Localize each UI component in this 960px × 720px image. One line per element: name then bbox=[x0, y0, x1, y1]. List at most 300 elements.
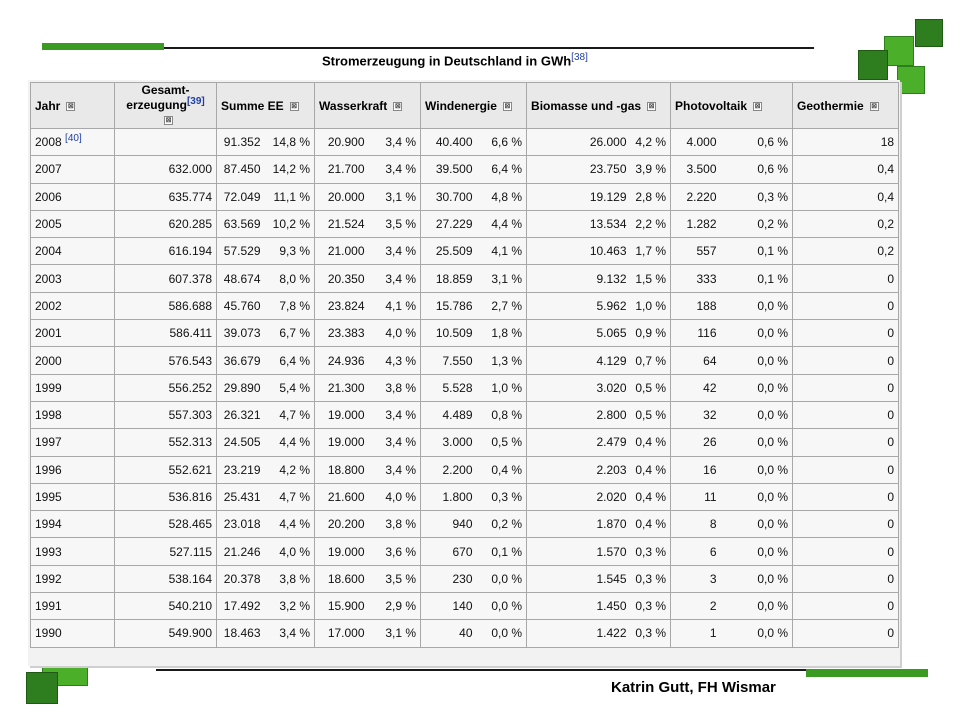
cell-wasserkraft-pct: 3,4 % bbox=[369, 401, 421, 428]
table-header-row bbox=[31, 83, 899, 129]
cell-windenergie: 4.489 bbox=[421, 401, 477, 428]
table-row bbox=[31, 320, 899, 347]
cell-photovoltaik: 4.000 bbox=[671, 129, 721, 156]
top-green-bar bbox=[42, 43, 164, 50]
cell-wasserkraft-pct: 3,1 % bbox=[369, 620, 421, 647]
cell-biomasse-pct: 1,5 % bbox=[631, 265, 671, 292]
cell-wasserkraft-pct: 3,4 % bbox=[369, 456, 421, 483]
cell-photovoltaik-pct: 0,0 % bbox=[721, 292, 793, 319]
cell-photovoltaik-pct: 0,1 % bbox=[721, 265, 793, 292]
cell-biomasse: 19.129 bbox=[527, 183, 631, 210]
cell-windenergie: 40.400 bbox=[421, 129, 477, 156]
cell-photovoltaik: 26 bbox=[671, 429, 721, 456]
cell-windenergie: 18.859 bbox=[421, 265, 477, 292]
column-header-windenergie[interactable]: Windenergie ⊠ bbox=[421, 83, 527, 129]
cell-windenergie: 1.800 bbox=[421, 483, 477, 510]
cell-jahr: 2002 bbox=[31, 292, 115, 319]
cell-jahr: 1992 bbox=[31, 565, 115, 592]
bottom-rule bbox=[156, 669, 806, 671]
cell-wasserkraft: 20.200 bbox=[315, 511, 369, 538]
cell-windenergie-pct: 0,8 % bbox=[477, 401, 527, 428]
cell-windenergie-pct: 0,1 % bbox=[477, 538, 527, 565]
cell-gesamterzeugung: 556.252 bbox=[115, 374, 217, 401]
cell-summe-ee: 23.219 bbox=[217, 456, 265, 483]
table-container bbox=[28, 80, 900, 666]
cell-gesamterzeugung: 620.285 bbox=[115, 210, 217, 237]
cell-biomasse-pct: 0,3 % bbox=[631, 593, 671, 620]
cell-photovoltaik-pct: 0,0 % bbox=[721, 429, 793, 456]
table-row bbox=[31, 265, 899, 292]
cell-biomasse-pct: 0,4 % bbox=[631, 483, 671, 510]
table-row bbox=[31, 565, 899, 592]
cell-gesamterzeugung: 616.194 bbox=[115, 238, 217, 265]
cell-jahr: 1993 bbox=[31, 538, 115, 565]
cell-windenergie-pct: 0,0 % bbox=[477, 593, 527, 620]
corner-square bbox=[897, 66, 925, 94]
cell-gesamterzeugung: 557.303 bbox=[115, 401, 217, 428]
cell-windenergie: 40 bbox=[421, 620, 477, 647]
cell-windenergie-pct: 4,4 % bbox=[477, 210, 527, 237]
cell-photovoltaik: 3 bbox=[671, 565, 721, 592]
table-row bbox=[31, 238, 899, 265]
table-title bbox=[322, 52, 588, 68]
table-row bbox=[31, 210, 899, 237]
column-header-gesamterzeugung[interactable]: Gesamt- erzeugung[39]⊠ bbox=[115, 83, 217, 129]
corner-square bbox=[26, 672, 58, 704]
cell-wasserkraft: 21.000 bbox=[315, 238, 369, 265]
table-row bbox=[31, 511, 899, 538]
table-row bbox=[31, 347, 899, 374]
cell-gesamterzeugung: 538.164 bbox=[115, 565, 217, 592]
cell-gesamterzeugung: 635.774 bbox=[115, 183, 217, 210]
cell-photovoltaik-pct: 0,0 % bbox=[721, 320, 793, 347]
cell-gesamterzeugung: 632.000 bbox=[115, 156, 217, 183]
cell-geothermie: 0 bbox=[793, 265, 899, 292]
cell-windenergie-pct: 0,5 % bbox=[477, 429, 527, 456]
corner-square bbox=[884, 36, 914, 66]
cell-jahr: 2008 [40] bbox=[31, 129, 115, 156]
cell-geothermie: 0 bbox=[793, 511, 899, 538]
cell-windenergie: 30.700 bbox=[421, 183, 477, 210]
sort-icon[interactable]: ⊠ bbox=[67, 102, 74, 110]
cell-summe-ee: 20.378 bbox=[217, 565, 265, 592]
cell-biomasse-pct: 3,9 % bbox=[631, 156, 671, 183]
cell-summe-ee-pct: 4,2 % bbox=[265, 456, 315, 483]
cell-gesamterzeugung: 607.378 bbox=[115, 265, 217, 292]
cell-biomasse-pct: 0,3 % bbox=[631, 565, 671, 592]
cell-summe-ee-pct: 10,2 % bbox=[265, 210, 315, 237]
cell-summe-ee-pct: 7,8 % bbox=[265, 292, 315, 319]
cell-wasserkraft-pct: 3,4 % bbox=[369, 129, 421, 156]
cell-gesamterzeugung: 586.411 bbox=[115, 320, 217, 347]
table-row bbox=[31, 538, 899, 565]
column-reference-link[interactable]: [39] bbox=[186, 96, 205, 107]
cell-summe-ee: 23.018 bbox=[217, 511, 265, 538]
cell-wasserkraft: 20.000 bbox=[315, 183, 369, 210]
cell-wasserkraft-pct: 4,0 % bbox=[369, 483, 421, 510]
sort-icon[interactable]: ⊠ bbox=[504, 102, 511, 110]
cell-summe-ee-pct: 4,4 % bbox=[265, 511, 315, 538]
top-rule bbox=[164, 47, 814, 49]
cell-photovoltaik: 2.220 bbox=[671, 183, 721, 210]
cell-biomasse: 5.962 bbox=[527, 292, 631, 319]
cell-summe-ee: 63.569 bbox=[217, 210, 265, 237]
cell-jahr: 1998 bbox=[31, 401, 115, 428]
cell-wasserkraft: 19.000 bbox=[315, 401, 369, 428]
cell-jahr: 1990 bbox=[31, 620, 115, 647]
cell-geothermie: 0 bbox=[793, 593, 899, 620]
cell-geothermie: 0 bbox=[793, 292, 899, 319]
cell-biomasse: 1.570 bbox=[527, 538, 631, 565]
cell-wasserkraft-pct: 3,8 % bbox=[369, 374, 421, 401]
cell-biomasse: 1.545 bbox=[527, 565, 631, 592]
cell-summe-ee: 24.505 bbox=[217, 429, 265, 456]
sort-icon[interactable]: ⊠ bbox=[291, 102, 298, 110]
table-title-text: Stromerzeugung in Deutschland in GWh bbox=[322, 53, 572, 69]
cell-jahr: 1995 bbox=[31, 483, 115, 510]
cell-biomasse-pct: 0,7 % bbox=[631, 347, 671, 374]
sort-icon[interactable]: ⊠ bbox=[165, 117, 172, 125]
cell-gesamterzeugung: 552.313 bbox=[115, 429, 217, 456]
cell-geothermie: 0 bbox=[793, 620, 899, 647]
cell-wasserkraft-pct: 3,4 % bbox=[369, 429, 421, 456]
cell-windenergie: 2.200 bbox=[421, 456, 477, 483]
cell-summe-ee-pct: 5,4 % bbox=[265, 374, 315, 401]
cell-jahr: 2004 bbox=[31, 238, 115, 265]
cell-photovoltaik: 32 bbox=[671, 401, 721, 428]
cell-jahr: 1991 bbox=[31, 593, 115, 620]
cell-summe-ee: 45.760 bbox=[217, 292, 265, 319]
cell-gesamterzeugung: 540.210 bbox=[115, 593, 217, 620]
cell-summe-ee-pct: 9,3 % bbox=[265, 238, 315, 265]
cell-wasserkraft: 18.800 bbox=[315, 456, 369, 483]
cell-summe-ee: 39.073 bbox=[217, 320, 265, 347]
cell-wasserkraft-pct: 3,6 % bbox=[369, 538, 421, 565]
table-row bbox=[31, 429, 899, 456]
cell-biomasse-pct: 0,3 % bbox=[631, 538, 671, 565]
cell-biomasse: 5.065 bbox=[527, 320, 631, 347]
cell-gesamterzeugung: 527.115 bbox=[115, 538, 217, 565]
cell-wasserkraft-pct: 2,9 % bbox=[369, 593, 421, 620]
column-header-geothermie[interactable]: Geothermie ⊠ bbox=[793, 83, 899, 129]
cell-wasserkraft-pct: 3,8 % bbox=[369, 511, 421, 538]
sort-icon[interactable]: ⊠ bbox=[394, 102, 401, 110]
cell-geothermie: 18 bbox=[793, 129, 899, 156]
cell-summe-ee-pct: 3,4 % bbox=[265, 620, 315, 647]
cell-biomasse: 23.750 bbox=[527, 156, 631, 183]
cell-jahr: 2003 bbox=[31, 265, 115, 292]
cell-summe-ee: 91.352 bbox=[217, 129, 265, 156]
cell-biomasse-pct: 0,9 % bbox=[631, 320, 671, 347]
cell-biomasse: 1.870 bbox=[527, 511, 631, 538]
corner-square bbox=[915, 19, 943, 47]
cell-biomasse-pct: 0,4 % bbox=[631, 429, 671, 456]
cell-jahr: 2000 bbox=[31, 347, 115, 374]
cell-wasserkraft-pct: 3,4 % bbox=[369, 238, 421, 265]
corner-square bbox=[858, 50, 888, 80]
column-header-jahr[interactable]: Jahr ⊠ bbox=[31, 83, 115, 129]
cell-summe-ee-pct: 3,2 % bbox=[265, 593, 315, 620]
cell-summe-ee-pct: 4,4 % bbox=[265, 429, 315, 456]
cell-geothermie: 0 bbox=[793, 456, 899, 483]
cell-geothermie: 0,4 bbox=[793, 156, 899, 183]
cell-wasserkraft: 21.600 bbox=[315, 483, 369, 510]
cell-windenergie-pct: 6,4 % bbox=[477, 156, 527, 183]
cell-wasserkraft: 17.000 bbox=[315, 620, 369, 647]
cell-photovoltaik: 1 bbox=[671, 620, 721, 647]
cell-summe-ee: 29.890 bbox=[217, 374, 265, 401]
column-header-summe-ee[interactable]: Summe EE ⊠ bbox=[217, 83, 315, 129]
cell-photovoltaik-pct: 0,6 % bbox=[721, 129, 793, 156]
cell-biomasse: 2.203 bbox=[527, 456, 631, 483]
cell-windenergie-pct: 0,0 % bbox=[477, 565, 527, 592]
cell-wasserkraft-pct: 3,5 % bbox=[369, 565, 421, 592]
cell-wasserkraft: 23.383 bbox=[315, 320, 369, 347]
cell-summe-ee-pct: 4,7 % bbox=[265, 401, 315, 428]
cell-photovoltaik: 42 bbox=[671, 374, 721, 401]
cell-biomasse-pct: 0,4 % bbox=[631, 456, 671, 483]
cell-summe-ee-pct: 14,8 % bbox=[265, 129, 315, 156]
cell-windenergie: 15.786 bbox=[421, 292, 477, 319]
cell-photovoltaik-pct: 0,0 % bbox=[721, 565, 793, 592]
cell-biomasse: 1.422 bbox=[527, 620, 631, 647]
cell-biomasse: 4.129 bbox=[527, 347, 631, 374]
cell-windenergie: 7.550 bbox=[421, 347, 477, 374]
cell-windenergie: 140 bbox=[421, 593, 477, 620]
cell-photovoltaik-pct: 0,0 % bbox=[721, 483, 793, 510]
cell-wasserkraft: 15.900 bbox=[315, 593, 369, 620]
cell-geothermie: 0 bbox=[793, 347, 899, 374]
cell-summe-ee: 36.679 bbox=[217, 347, 265, 374]
cell-gesamterzeugung: 552.621 bbox=[115, 456, 217, 483]
cell-geothermie: 0 bbox=[793, 429, 899, 456]
cell-windenergie-pct: 1,3 % bbox=[477, 347, 527, 374]
cell-photovoltaik-pct: 0,0 % bbox=[721, 456, 793, 483]
cell-biomasse: 2.020 bbox=[527, 483, 631, 510]
cell-biomasse-pct: 0,4 % bbox=[631, 511, 671, 538]
cell-photovoltaik-pct: 0,0 % bbox=[721, 593, 793, 620]
cell-windenergie-pct: 0,2 % bbox=[477, 511, 527, 538]
cell-wasserkraft-pct: 3,4 % bbox=[369, 265, 421, 292]
table-row bbox=[31, 374, 899, 401]
cell-wasserkraft: 20.350 bbox=[315, 265, 369, 292]
cell-geothermie: 0,2 bbox=[793, 210, 899, 237]
cell-summe-ee: 26.321 bbox=[217, 401, 265, 428]
cell-jahr: 2007 bbox=[31, 156, 115, 183]
cell-windenergie-pct: 6,6 % bbox=[477, 129, 527, 156]
cell-wasserkraft: 19.000 bbox=[315, 538, 369, 565]
footer-author: Katrin Gutt, FH Wismar bbox=[611, 679, 776, 696]
cell-summe-ee-pct: 6,7 % bbox=[265, 320, 315, 347]
cell-biomasse: 9.132 bbox=[527, 265, 631, 292]
table-row bbox=[31, 593, 899, 620]
cell-biomasse-pct: 0,5 % bbox=[631, 401, 671, 428]
column-header-photovoltaik[interactable]: Photovoltaik ⊠ bbox=[671, 83, 793, 129]
cell-biomasse: 10.463 bbox=[527, 238, 631, 265]
cell-wasserkraft: 20.900 bbox=[315, 129, 369, 156]
sort-icon[interactable]: ⊠ bbox=[871, 102, 878, 110]
cell-photovoltaik: 6 bbox=[671, 538, 721, 565]
cell-photovoltaik: 2 bbox=[671, 593, 721, 620]
table-row bbox=[31, 156, 899, 183]
cell-windenergie-pct: 1,8 % bbox=[477, 320, 527, 347]
cell-windenergie: 27.229 bbox=[421, 210, 477, 237]
cell-jahr: 1999 bbox=[31, 374, 115, 401]
cell-gesamterzeugung: 528.465 bbox=[115, 511, 217, 538]
cell-photovoltaik: 1.282 bbox=[671, 210, 721, 237]
cell-summe-ee: 48.674 bbox=[217, 265, 265, 292]
cell-summe-ee-pct: 11,1 % bbox=[265, 183, 315, 210]
cell-gesamterzeugung: 536.816 bbox=[115, 483, 217, 510]
bottom-green-bar bbox=[806, 669, 928, 677]
cell-biomasse-pct: 1,7 % bbox=[631, 238, 671, 265]
cell-photovoltaik-pct: 0,1 % bbox=[721, 238, 793, 265]
cell-wasserkraft-pct: 3,4 % bbox=[369, 156, 421, 183]
cell-geothermie: 0 bbox=[793, 374, 899, 401]
cell-windenergie: 25.509 bbox=[421, 238, 477, 265]
cell-wasserkraft: 18.600 bbox=[315, 565, 369, 592]
cell-wasserkraft-pct: 3,5 % bbox=[369, 210, 421, 237]
cell-biomasse: 1.450 bbox=[527, 593, 631, 620]
cell-wasserkraft: 23.824 bbox=[315, 292, 369, 319]
column-header-biomasse[interactable]: Biomasse und -gas ⊠ bbox=[527, 83, 671, 129]
cell-photovoltaik: 11 bbox=[671, 483, 721, 510]
cell-photovoltaik-pct: 0,0 % bbox=[721, 347, 793, 374]
cell-summe-ee-pct: 3,8 % bbox=[265, 565, 315, 592]
cell-summe-ee: 72.049 bbox=[217, 183, 265, 210]
column-header-wasserkraft[interactable]: Wasserkraft ⊠ bbox=[315, 83, 421, 129]
cell-windenergie: 5.528 bbox=[421, 374, 477, 401]
cell-geothermie: 0 bbox=[793, 538, 899, 565]
cell-jahr: 1994 bbox=[31, 511, 115, 538]
cell-windenergie-pct: 0,3 % bbox=[477, 483, 527, 510]
row-reference-link[interactable]: [40] bbox=[65, 133, 82, 145]
cell-wasserkraft: 21.524 bbox=[315, 210, 369, 237]
cell-biomasse-pct: 4,2 % bbox=[631, 129, 671, 156]
cell-biomasse: 2.800 bbox=[527, 401, 631, 428]
cell-photovoltaik-pct: 0,0 % bbox=[721, 374, 793, 401]
cell-photovoltaik: 116 bbox=[671, 320, 721, 347]
sort-icon[interactable]: ⊠ bbox=[754, 102, 761, 110]
cell-windenergie-pct: 2,7 % bbox=[477, 292, 527, 319]
cell-windenergie: 39.500 bbox=[421, 156, 477, 183]
cell-photovoltaik: 557 bbox=[671, 238, 721, 265]
cell-windenergie-pct: 4,1 % bbox=[477, 238, 527, 265]
cell-biomasse: 13.534 bbox=[527, 210, 631, 237]
cell-photovoltaik-pct: 0,0 % bbox=[721, 620, 793, 647]
cell-photovoltaik: 188 bbox=[671, 292, 721, 319]
cell-geothermie: 0 bbox=[793, 565, 899, 592]
cell-gesamterzeugung: 576.543 bbox=[115, 347, 217, 374]
cell-wasserkraft: 24.936 bbox=[315, 347, 369, 374]
title-reference-link[interactable]: [38] bbox=[571, 52, 588, 63]
cell-wasserkraft: 19.000 bbox=[315, 429, 369, 456]
cell-jahr: 2006 bbox=[31, 183, 115, 210]
cell-windenergie-pct: 3,1 % bbox=[477, 265, 527, 292]
cell-photovoltaik: 16 bbox=[671, 456, 721, 483]
cell-photovoltaik: 8 bbox=[671, 511, 721, 538]
table-row bbox=[31, 401, 899, 428]
cell-wasserkraft: 21.700 bbox=[315, 156, 369, 183]
cell-jahr: 1996 bbox=[31, 456, 115, 483]
cell-summe-ee-pct: 4,7 % bbox=[265, 483, 315, 510]
cell-geothermie: 0 bbox=[793, 483, 899, 510]
cell-summe-ee-pct: 6,4 % bbox=[265, 347, 315, 374]
cell-summe-ee: 18.463 bbox=[217, 620, 265, 647]
cell-wasserkraft-pct: 4,3 % bbox=[369, 347, 421, 374]
cell-windenergie-pct: 1,0 % bbox=[477, 374, 527, 401]
cell-jahr: 1997 bbox=[31, 429, 115, 456]
cell-windenergie: 230 bbox=[421, 565, 477, 592]
cell-wasserkraft-pct: 4,1 % bbox=[369, 292, 421, 319]
cell-biomasse: 2.479 bbox=[527, 429, 631, 456]
cell-biomasse-pct: 0,5 % bbox=[631, 374, 671, 401]
cell-windenergie-pct: 0,4 % bbox=[477, 456, 527, 483]
cell-geothermie: 0 bbox=[793, 320, 899, 347]
cell-photovoltaik-pct: 0,0 % bbox=[721, 538, 793, 565]
cell-photovoltaik-pct: 0,0 % bbox=[721, 401, 793, 428]
cell-windenergie-pct: 0,0 % bbox=[477, 620, 527, 647]
power-generation-table bbox=[30, 82, 899, 648]
cell-geothermie: 0,4 bbox=[793, 183, 899, 210]
cell-summe-ee: 57.529 bbox=[217, 238, 265, 265]
cell-biomasse: 26.000 bbox=[527, 129, 631, 156]
cell-photovoltaik: 333 bbox=[671, 265, 721, 292]
cell-windenergie: 940 bbox=[421, 511, 477, 538]
table-row bbox=[31, 483, 899, 510]
cell-summe-ee: 87.450 bbox=[217, 156, 265, 183]
cell-gesamterzeugung: 586.688 bbox=[115, 292, 217, 319]
cell-windenergie-pct: 4,8 % bbox=[477, 183, 527, 210]
cell-gesamterzeugung: 549.900 bbox=[115, 620, 217, 647]
cell-summe-ee: 25.431 bbox=[217, 483, 265, 510]
cell-summe-ee: 21.246 bbox=[217, 538, 265, 565]
table-body bbox=[31, 129, 899, 648]
cell-gesamterzeugung bbox=[115, 129, 217, 156]
table-row bbox=[31, 292, 899, 319]
cell-photovoltaik: 64 bbox=[671, 347, 721, 374]
cell-jahr: 2005 bbox=[31, 210, 115, 237]
cell-biomasse: 3.020 bbox=[527, 374, 631, 401]
table-row bbox=[31, 183, 899, 210]
cell-windenergie: 10.509 bbox=[421, 320, 477, 347]
cell-biomasse-pct: 1,0 % bbox=[631, 292, 671, 319]
cell-summe-ee-pct: 4,0 % bbox=[265, 538, 315, 565]
cell-biomasse-pct: 0,3 % bbox=[631, 620, 671, 647]
cell-jahr: 2001 bbox=[31, 320, 115, 347]
cell-summe-ee-pct: 14,2 % bbox=[265, 156, 315, 183]
cell-windenergie: 670 bbox=[421, 538, 477, 565]
cell-biomasse-pct: 2,2 % bbox=[631, 210, 671, 237]
cell-photovoltaik: 3.500 bbox=[671, 156, 721, 183]
cell-photovoltaik-pct: 0,2 % bbox=[721, 210, 793, 237]
cell-summe-ee: 17.492 bbox=[217, 593, 265, 620]
table-row bbox=[31, 620, 899, 647]
sort-icon[interactable]: ⊠ bbox=[648, 102, 655, 110]
cell-geothermie: 0,2 bbox=[793, 238, 899, 265]
cell-wasserkraft: 21.300 bbox=[315, 374, 369, 401]
cell-photovoltaik-pct: 0,3 % bbox=[721, 183, 793, 210]
table-row bbox=[31, 129, 899, 156]
cell-wasserkraft-pct: 4,0 % bbox=[369, 320, 421, 347]
cell-windenergie: 3.000 bbox=[421, 429, 477, 456]
cell-photovoltaik-pct: 0,6 % bbox=[721, 156, 793, 183]
cell-photovoltaik-pct: 0,0 % bbox=[721, 511, 793, 538]
table-row bbox=[31, 456, 899, 483]
cell-biomasse-pct: 2,8 % bbox=[631, 183, 671, 210]
cell-geothermie: 0 bbox=[793, 401, 899, 428]
cell-summe-ee-pct: 8,0 % bbox=[265, 265, 315, 292]
